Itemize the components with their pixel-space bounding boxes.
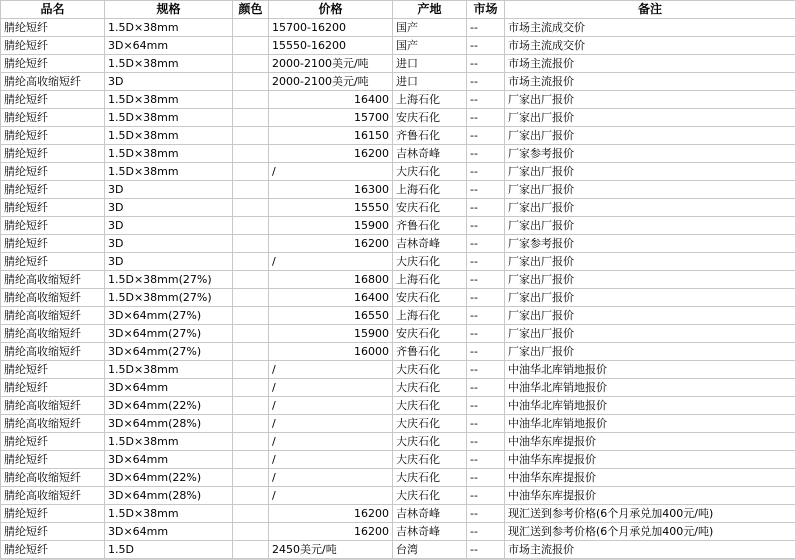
cell-origin: 进口 [393, 55, 467, 73]
cell-price: 16550 [269, 307, 393, 325]
table-row [1, 73, 795, 91]
cell-name: 腈纶短纤 [1, 433, 105, 451]
cell-origin: 上海石化 [393, 91, 467, 109]
table-row [1, 415, 795, 433]
cell-note: 厂家出厂报价 [505, 91, 795, 109]
cell-origin: 大庆石化 [393, 379, 467, 397]
cell-spec: 1.5D×38mm [105, 433, 233, 451]
cell-price: 16200 [269, 145, 393, 163]
cell-price: / [269, 163, 393, 181]
cell-origin: 吉林奇峰 [393, 523, 467, 541]
cell-name: 腈纶短纤 [1, 163, 105, 181]
cell-market: -- [467, 397, 505, 415]
cell-origin: 安庆石化 [393, 289, 467, 307]
cell-origin: 吉林奇峰 [393, 235, 467, 253]
cell-name: 腈纶高收缩短纤 [1, 487, 105, 505]
cell-color [233, 415, 269, 433]
cell-name: 腈纶高收缩短纤 [1, 307, 105, 325]
cell-note: 市场主流报价 [505, 55, 795, 73]
header-note: 备注 [505, 1, 795, 19]
cell-name: 腈纶短纤 [1, 127, 105, 145]
cell-name: 腈纶短纤 [1, 19, 105, 37]
header-spec: 规格 [105, 1, 233, 19]
cell-market: -- [467, 109, 505, 127]
table-row [1, 55, 795, 73]
cell-market: -- [467, 325, 505, 343]
header-market: 市场 [467, 1, 505, 19]
cell-spec: 3D [105, 181, 233, 199]
cell-color [233, 505, 269, 523]
cell-spec: 3D×64mm(27%) [105, 325, 233, 343]
cell-price: 16800 [269, 271, 393, 289]
cell-origin: 大庆石化 [393, 253, 467, 271]
cell-spec: 3D [105, 73, 233, 91]
header-row [1, 1, 795, 19]
cell-origin: 齐鲁石化 [393, 217, 467, 235]
cell-note: 中油华北库销地报价 [505, 361, 795, 379]
cell-market: -- [467, 199, 505, 217]
cell-market: -- [467, 505, 505, 523]
cell-note: 厂家出厂报价 [505, 289, 795, 307]
cell-spec: 3D×64mm [105, 379, 233, 397]
cell-note: 厂家出厂报价 [505, 271, 795, 289]
cell-color [233, 289, 269, 307]
cell-color [233, 163, 269, 181]
cell-market: -- [467, 307, 505, 325]
cell-market: -- [467, 91, 505, 109]
cell-note: 中油华东库提报价 [505, 487, 795, 505]
table-row [1, 109, 795, 127]
cell-market: -- [467, 343, 505, 361]
cell-note: 厂家出厂报价 [505, 253, 795, 271]
cell-name: 腈纶短纤 [1, 541, 105, 559]
cell-origin: 吉林奇峰 [393, 145, 467, 163]
cell-price: / [269, 469, 393, 487]
cell-market: -- [467, 487, 505, 505]
cell-origin: 上海石化 [393, 181, 467, 199]
cell-spec: 1.5D×38mm [105, 163, 233, 181]
cell-name: 腈纶高收缩短纤 [1, 469, 105, 487]
cell-spec: 1.5D×38mm [105, 127, 233, 145]
cell-color [233, 271, 269, 289]
cell-color [233, 343, 269, 361]
cell-color [233, 469, 269, 487]
table-row [1, 325, 795, 343]
cell-name: 腈纶高收缩短纤 [1, 397, 105, 415]
cell-note: 厂家出厂报价 [505, 127, 795, 145]
cell-price: / [269, 253, 393, 271]
cell-market: -- [467, 235, 505, 253]
cell-name: 腈纶短纤 [1, 199, 105, 217]
cell-color [233, 361, 269, 379]
cell-name: 腈纶短纤 [1, 361, 105, 379]
cell-spec: 3D×64mm(27%) [105, 343, 233, 361]
cell-color [233, 55, 269, 73]
cell-note: 中油华北库销地报价 [505, 415, 795, 433]
table-row [1, 433, 795, 451]
cell-market: -- [467, 127, 505, 145]
cell-spec: 1.5D×38mm [105, 145, 233, 163]
cell-market: -- [467, 55, 505, 73]
cell-price: 16200 [269, 235, 393, 253]
cell-spec: 1.5D×38mm [105, 19, 233, 37]
cell-name: 腈纶短纤 [1, 523, 105, 541]
cell-price: 16150 [269, 127, 393, 145]
cell-note: 厂家参考报价 [505, 235, 795, 253]
cell-name: 腈纶短纤 [1, 379, 105, 397]
cell-note: 市场主流报价 [505, 541, 795, 559]
cell-color [233, 127, 269, 145]
cell-color [233, 37, 269, 55]
cell-market: -- [467, 523, 505, 541]
cell-note: 中油华东库提报价 [505, 451, 795, 469]
cell-name: 腈纶高收缩短纤 [1, 289, 105, 307]
cell-name: 腈纶短纤 [1, 217, 105, 235]
cell-market: -- [467, 73, 505, 91]
cell-note: 厂家出厂报价 [505, 109, 795, 127]
cell-price: 16300 [269, 181, 393, 199]
cell-price: 15900 [269, 325, 393, 343]
cell-note: 现汇送到参考价格(6个月承兑加400元/吨) [505, 523, 795, 541]
cell-name: 腈纶短纤 [1, 253, 105, 271]
cell-name: 腈纶高收缩短纤 [1, 325, 105, 343]
cell-spec: 1.5D×38mm(27%) [105, 289, 233, 307]
header-color: 颜色 [233, 1, 269, 19]
table-row [1, 253, 795, 271]
header-name: 品名 [1, 1, 105, 19]
cell-price: 15900 [269, 217, 393, 235]
table-row [1, 289, 795, 307]
cell-market: -- [467, 361, 505, 379]
cell-market: -- [467, 541, 505, 559]
cell-price: 2000-2100美元/吨 [269, 55, 393, 73]
cell-price: / [269, 451, 393, 469]
table-row [1, 361, 795, 379]
table-row [1, 19, 795, 37]
table-row [1, 199, 795, 217]
cell-color [233, 451, 269, 469]
cell-note: 中油华东库提报价 [505, 469, 795, 487]
table-row [1, 145, 795, 163]
cell-price: / [269, 487, 393, 505]
cell-price: 15550-16200 [269, 37, 393, 55]
cell-note: 厂家出厂报价 [505, 181, 795, 199]
table-row [1, 37, 795, 55]
cell-spec: 3D [105, 199, 233, 217]
cell-spec: 3D×64mm [105, 523, 233, 541]
cell-color [233, 217, 269, 235]
cell-price: 16000 [269, 343, 393, 361]
cell-note: 厂家出厂报价 [505, 325, 795, 343]
cell-spec: 3D×64mm(28%) [105, 487, 233, 505]
cell-note: 厂家出厂报价 [505, 199, 795, 217]
table-row [1, 91, 795, 109]
cell-color [233, 487, 269, 505]
cell-color [233, 145, 269, 163]
cell-note: 厂家出厂报价 [505, 217, 795, 235]
table-row [1, 541, 795, 559]
cell-price: / [269, 361, 393, 379]
header-origin: 产地 [393, 1, 467, 19]
cell-market: -- [467, 433, 505, 451]
cell-name: 腈纶高收缩短纤 [1, 415, 105, 433]
cell-spec: 1.5D×38mm [105, 505, 233, 523]
cell-note: 中油华北库销地报价 [505, 379, 795, 397]
cell-price: 15700-16200 [269, 19, 393, 37]
cell-color [233, 109, 269, 127]
cell-color [233, 433, 269, 451]
table-row [1, 217, 795, 235]
cell-name: 腈纶高收缩短纤 [1, 271, 105, 289]
cell-price: / [269, 415, 393, 433]
cell-origin: 大庆石化 [393, 433, 467, 451]
cell-color [233, 307, 269, 325]
cell-spec: 1.5D×38mm [105, 91, 233, 109]
cell-color [233, 397, 269, 415]
cell-market: -- [467, 253, 505, 271]
cell-price: 2450美元/吨 [269, 541, 393, 559]
cell-spec: 1.5D×38mm [105, 55, 233, 73]
cell-spec: 3D×64mm [105, 37, 233, 55]
cell-color [233, 73, 269, 91]
cell-color [233, 325, 269, 343]
cell-name: 腈纶短纤 [1, 145, 105, 163]
table-row [1, 181, 795, 199]
cell-origin: 上海石化 [393, 307, 467, 325]
cell-color [233, 19, 269, 37]
cell-note: 市场主流成交价 [505, 37, 795, 55]
cell-market: -- [467, 181, 505, 199]
cell-market: -- [467, 145, 505, 163]
cell-price: 16200 [269, 523, 393, 541]
table-row [1, 271, 795, 289]
table-row [1, 379, 795, 397]
cell-note: 现汇送到参考价格(6个月承兑加400元/吨) [505, 505, 795, 523]
cell-name: 腈纶短纤 [1, 505, 105, 523]
table-row [1, 307, 795, 325]
cell-spec: 3D×64mm(22%) [105, 469, 233, 487]
cell-name: 腈纶短纤 [1, 451, 105, 469]
cell-note: 厂家出厂报价 [505, 307, 795, 325]
cell-name: 腈纶短纤 [1, 181, 105, 199]
cell-origin: 齐鲁石化 [393, 127, 467, 145]
table-row [1, 163, 795, 181]
cell-spec: 1.5D×38mm [105, 109, 233, 127]
cell-price: 15550 [269, 199, 393, 217]
cell-name: 腈纶短纤 [1, 37, 105, 55]
cell-note: 市场主流报价 [505, 73, 795, 91]
table-row [1, 451, 795, 469]
cell-origin: 安庆石化 [393, 109, 467, 127]
cell-price: 16400 [269, 289, 393, 307]
cell-origin: 安庆石化 [393, 325, 467, 343]
cell-note: 厂家出厂报价 [505, 343, 795, 361]
table-row [1, 487, 795, 505]
cell-price: 2000-2100美元/吨 [269, 73, 393, 91]
cell-price: 16200 [269, 505, 393, 523]
cell-price: / [269, 397, 393, 415]
cell-origin: 齐鲁石化 [393, 343, 467, 361]
cell-origin: 国产 [393, 19, 467, 37]
cell-name: 腈纶高收缩短纤 [1, 343, 105, 361]
cell-spec: 3D×64mm(22%) [105, 397, 233, 415]
cell-origin: 国产 [393, 37, 467, 55]
cell-spec: 3D [105, 253, 233, 271]
cell-origin: 上海石化 [393, 271, 467, 289]
cell-price: 15700 [269, 109, 393, 127]
cell-name: 腈纶短纤 [1, 55, 105, 73]
cell-color [233, 199, 269, 217]
cell-name: 腈纶短纤 [1, 91, 105, 109]
cell-name: 腈纶短纤 [1, 109, 105, 127]
cell-color [233, 541, 269, 559]
cell-color [233, 91, 269, 109]
cell-price: / [269, 379, 393, 397]
cell-spec: 3D×64mm(27%) [105, 307, 233, 325]
cell-origin: 吉林奇峰 [393, 505, 467, 523]
cell-origin: 大庆石化 [393, 487, 467, 505]
cell-name: 腈纶短纤 [1, 235, 105, 253]
header-price: 价格 [269, 1, 393, 19]
table-row [1, 127, 795, 145]
cell-note: 厂家出厂报价 [505, 163, 795, 181]
cell-note: 市场主流成交价 [505, 19, 795, 37]
cell-spec: 3D×64mm [105, 451, 233, 469]
cell-color [233, 379, 269, 397]
cell-name: 腈纶高收缩短纤 [1, 73, 105, 91]
table-body [1, 19, 795, 559]
cell-spec: 3D [105, 235, 233, 253]
cell-color [233, 235, 269, 253]
cell-spec: 1.5D×38mm [105, 361, 233, 379]
cell-market: -- [467, 289, 505, 307]
cell-market: -- [467, 379, 505, 397]
table-row [1, 343, 795, 361]
cell-origin: 大庆石化 [393, 361, 467, 379]
cell-spec: 3D×64mm(28%) [105, 415, 233, 433]
cell-market: -- [467, 37, 505, 55]
cell-price: 16400 [269, 91, 393, 109]
cell-market: -- [467, 19, 505, 37]
cell-origin: 进口 [393, 73, 467, 91]
cell-origin: 大庆石化 [393, 163, 467, 181]
cell-note: 中油华北库销地报价 [505, 397, 795, 415]
cell-market: -- [467, 415, 505, 433]
cell-spec: 1.5D×38mm(27%) [105, 271, 233, 289]
table-row [1, 523, 795, 541]
cell-note: 厂家参考报价 [505, 145, 795, 163]
cell-origin: 大庆石化 [393, 415, 467, 433]
cell-origin: 安庆石化 [393, 199, 467, 217]
cell-price: / [269, 433, 393, 451]
table-row [1, 397, 795, 415]
table-row [1, 469, 795, 487]
cell-market: -- [467, 217, 505, 235]
cell-origin: 台湾 [393, 541, 467, 559]
cell-color [233, 253, 269, 271]
table-row [1, 505, 795, 523]
cell-origin: 大庆石化 [393, 469, 467, 487]
cell-market: -- [467, 469, 505, 487]
cell-market: -- [467, 271, 505, 289]
cell-color [233, 523, 269, 541]
cell-origin: 大庆石化 [393, 397, 467, 415]
table-row [1, 235, 795, 253]
cell-market: -- [467, 451, 505, 469]
cell-note: 中油华东库提报价 [505, 433, 795, 451]
cell-market: -- [467, 163, 505, 181]
cell-spec: 3D [105, 217, 233, 235]
cell-color [233, 181, 269, 199]
cell-origin: 大庆石化 [393, 451, 467, 469]
cell-spec: 1.5D [105, 541, 233, 559]
